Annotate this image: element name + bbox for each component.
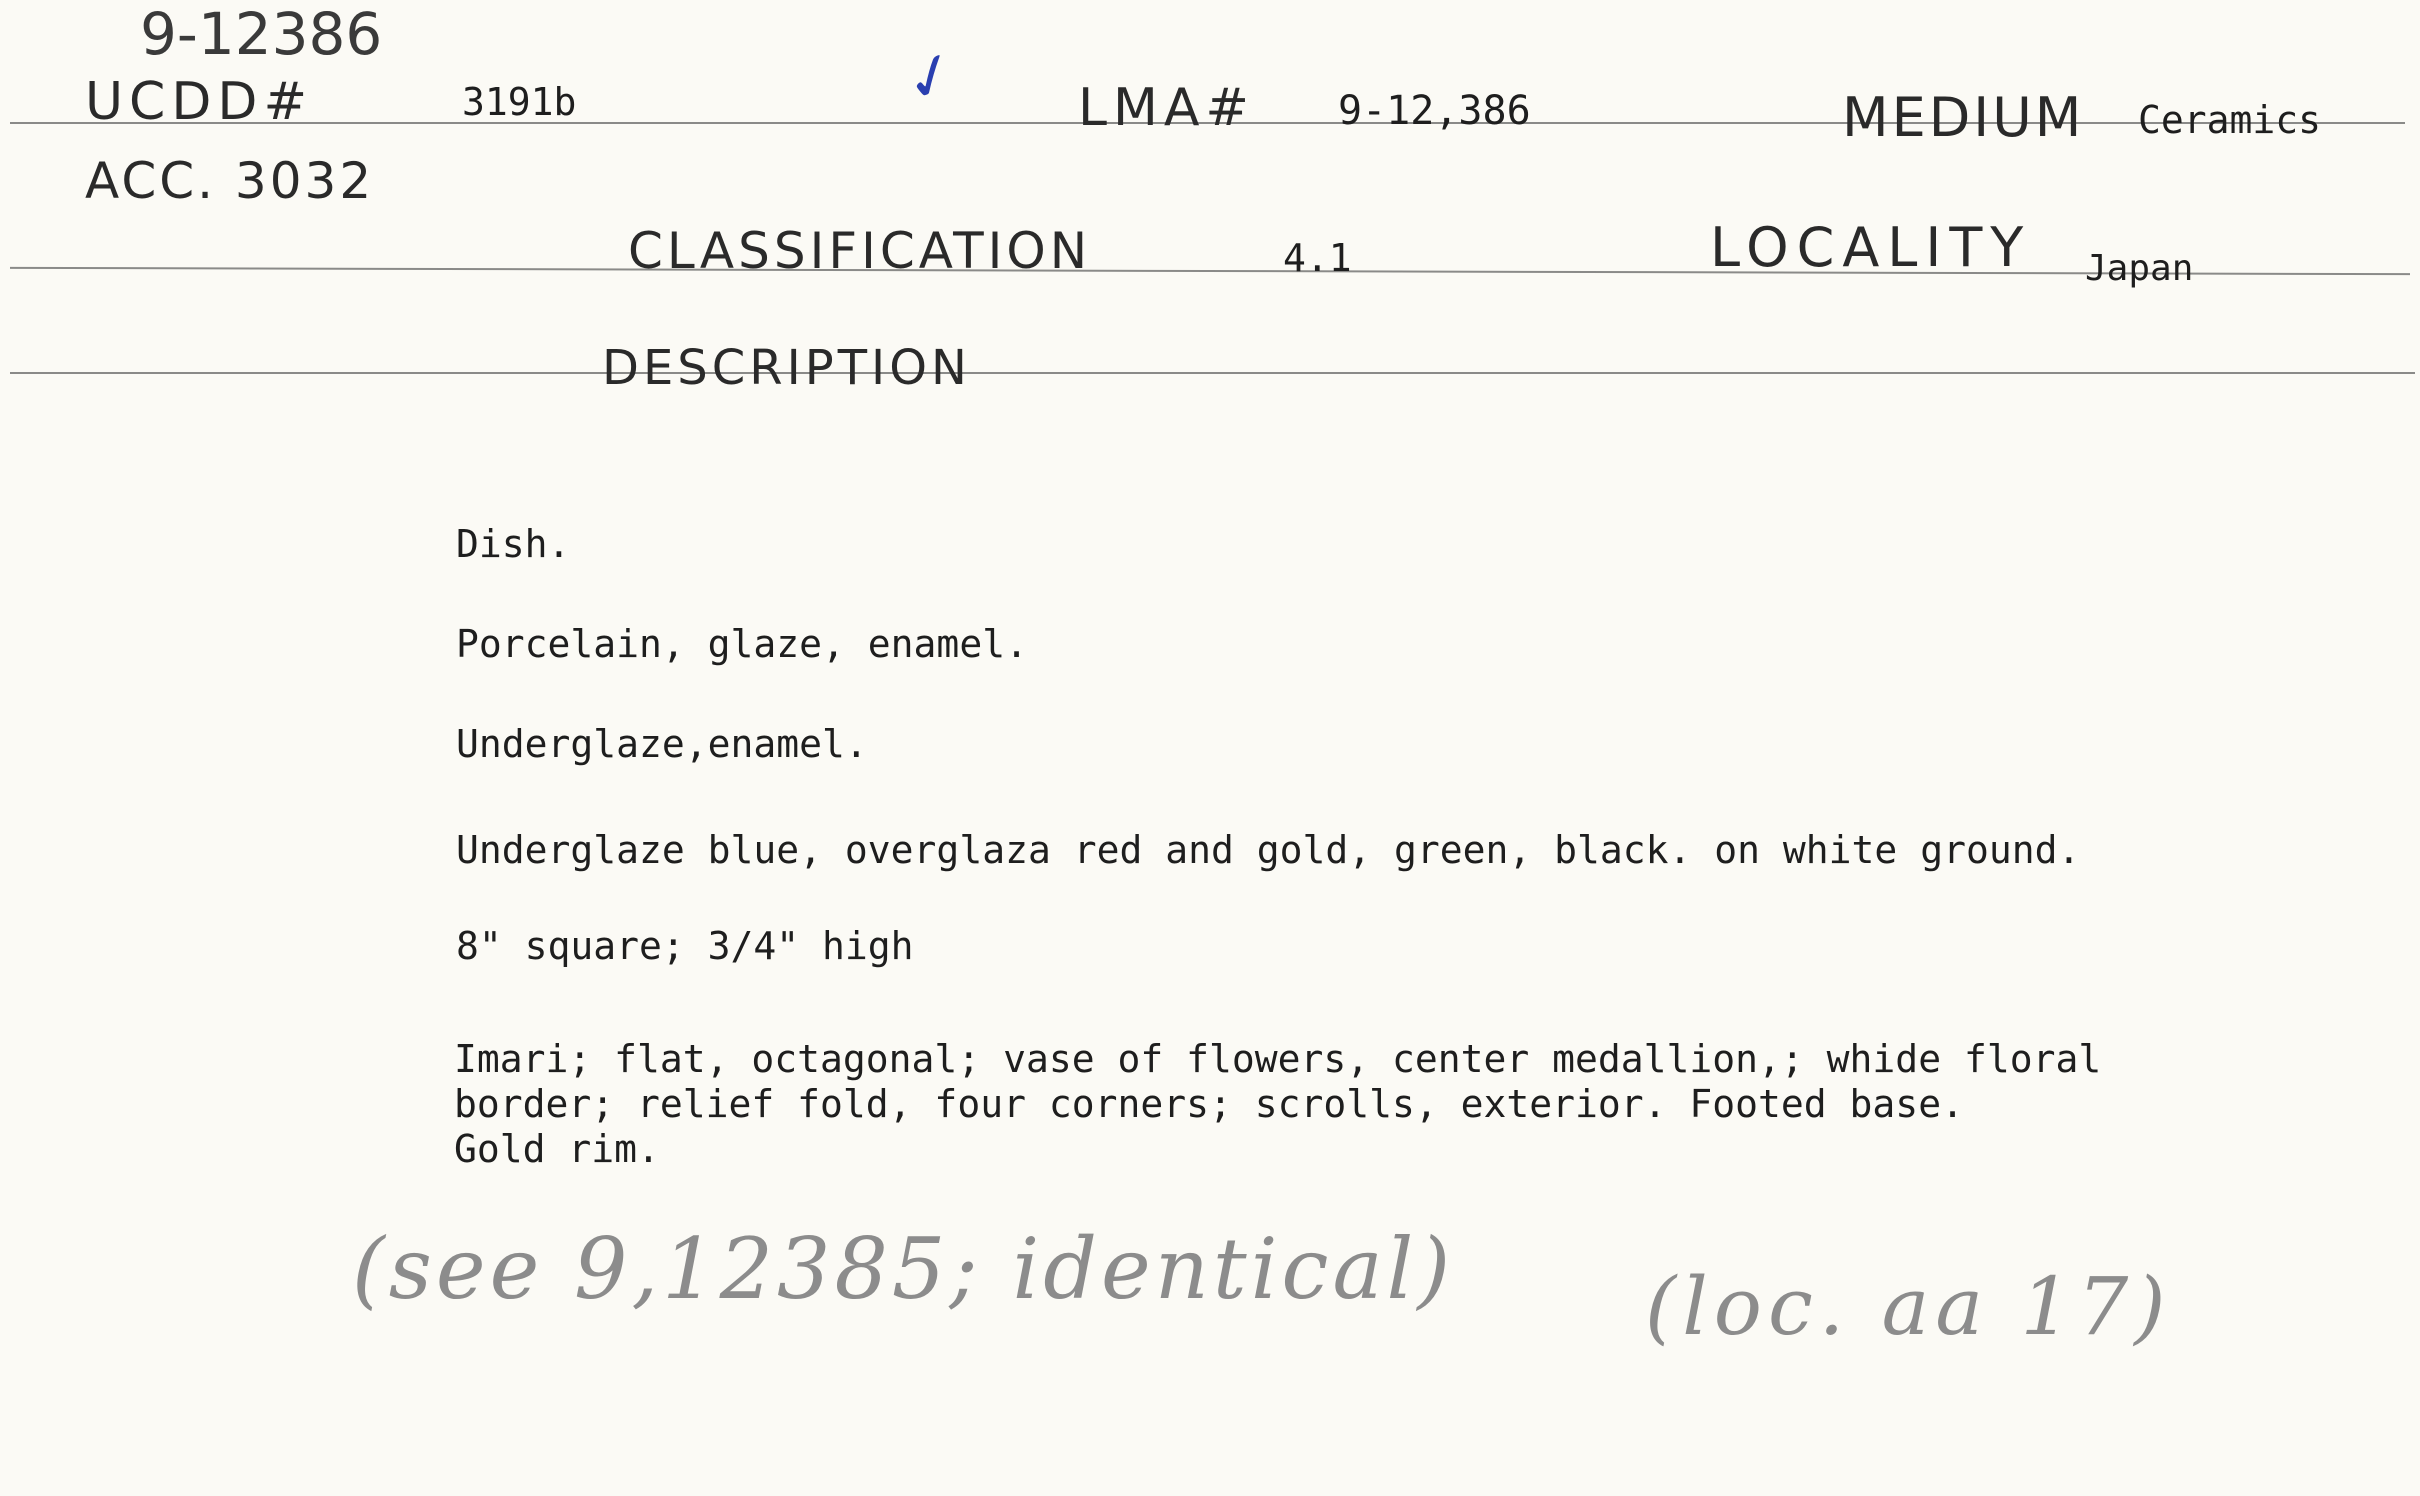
ucdd-label: UCDD# — [85, 72, 314, 132]
description-line: Underglaze blue, overglaza red and gold, green, black. on white ground. — [456, 828, 2081, 872]
description-line: Underglaze,enamel. — [456, 722, 868, 766]
classification-value: 4.1 — [1283, 236, 1352, 280]
medium-value: Ceramics — [2138, 98, 2322, 142]
check-mark-icon: ✓ — [894, 33, 968, 120]
locality-value: Japan — [2085, 248, 2194, 289]
ucdd-value: 3191b — [462, 80, 577, 124]
lma-label: LMA# — [1078, 78, 1255, 138]
classification-rule — [10, 267, 2410, 275]
description-rule — [10, 372, 2415, 374]
description-label: DESCRIPTION — [602, 340, 971, 396]
accession-top-note: 9-12386 — [140, 0, 383, 68]
medium-label: MEDIUM — [1842, 86, 2085, 149]
description-line: Dish. — [456, 522, 571, 566]
see-identical-note: (see 9,12385; identical) — [352, 1220, 1455, 1318]
locality-label: LOCALITY — [1710, 216, 2032, 279]
description-paragraph-line: Imari; flat, octagonal; vase of flowers, center medallion,; whide floral — [454, 1037, 2102, 1081]
description-line: Porcelain, glaze, enamel. — [456, 622, 1028, 666]
description-paragraph-line: Gold rim. — [454, 1127, 660, 1171]
acc-label: ACC. 3032 — [85, 152, 375, 210]
lma-value: 9-12,386 — [1338, 88, 1531, 134]
description-line: 8" square; 3/4" high — [456, 924, 914, 968]
classification-label: CLASSIFICATION — [628, 222, 1092, 280]
location-note: (loc. aa 17) — [1645, 1260, 2172, 1353]
description-paragraph-line: border; relief fold, four corners; scrolls, exterior. Footed base. — [454, 1082, 1964, 1126]
